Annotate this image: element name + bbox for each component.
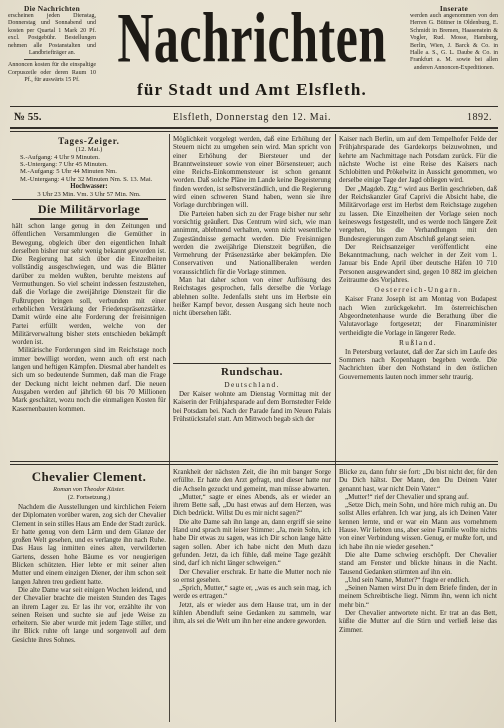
- novel-paragraph: „Und sein Name, Mutter?“ fragte er endlich.: [345, 575, 470, 584]
- dateline-top-rule: [10, 106, 498, 107]
- subscription-info-title: Die Nachrichten: [23, 4, 81, 13]
- article-paragraph: Militärische Forderungen sind im Reichstage noch immer bewilligt worden, wenn auch oft erst nach langen und heftigen Kämpfen. Diesmal aber handelt es sich um so bedeutende Summen, daß man die Frage der Deckung nicht leicht nehmen darf. Die neuen Ausgaben werden auf jährlich 60 bis 70 Millionen Mark geschätzt, wozu noch die einmaligen Kosten für Kasernenbauten kommen.: [12, 346, 166, 413]
- novel-paragraph: Nachdem die Ausstellungen und kirchlichen Feiern der Diplomaten vorüber waren, zog sich der Chevalier Clement in sein stilles Haus am Ende der Stadt zurück. Er hatte genug von dem Lärm und dem Glanze der großen Welt gesehen, und es verlangte ihn nach Ruhe. Das Haus lag inmitten eines alten, verwilderten Gartens, dessen hohe Bäume es vor neugierigen Blicken schützten. Hier lebte er mit seiner alten Mutter und einem einzigen Diener, der ihm schon seit langen Jahren treu gedient hatte.: [12, 503, 166, 586]
- newspaper-title: Nachrichten: [117, 0, 387, 78]
- leading-article-continuation: [173, 135, 331, 361]
- article-paragraph: Man hat daher schon von einer Auflösung des Reichstages gesprochen, falls derselbe die Vorlage ablehnen sollte. Jedenfalls steht uns im Herbste ein heißer Kampf bevor, dessen Ausgang sich heute noch nicht übersehen läßt.: [173, 276, 331, 318]
- sunset-line: S.-Untergang: 7 Uhr 45 Minuten.: [20, 161, 108, 168]
- serial-novel-column-1: [12, 503, 166, 722]
- info-box-divider: [24, 59, 80, 60]
- daily-almanac-box: [12, 136, 166, 198]
- serial-novel-column-2: [173, 468, 331, 722]
- daily-almanac-title: Tages-Zeiger.: [58, 136, 120, 146]
- advertising-agents-title: Inserate: [439, 4, 469, 13]
- feuilleton-divider-thin: [10, 464, 498, 465]
- news-review-section: [173, 366, 331, 459]
- news-paragraph: Kaiser nach Berlin, um auf dem Tempelhofer Felde der Frühjahrsparade des Gardekorps beizuwohnen, und kehrte am Nachmittage nach Potsdam zurück. Für die nächste Woche ist eine Reise des Kaisers nach Schlobitten und Prökelwitz in Aussicht genommen, wo derselbe einige Tage der Jagd obliegen wird.: [339, 135, 497, 185]
- advertising-agents-box: [410, 4, 498, 72]
- news-review-heading: Rundschau.: [221, 366, 283, 378]
- advertising-rates-text: Annoncen kosten für die einspaltige Corpuszeile oder deren Raum 10 Pf., für auswärts 15 Pf.: [8, 62, 96, 84]
- novel-paragraph: „Sprich, Mutter,“ sagte er, „was es auch sein mag, ich werde es ertragen.“: [173, 584, 331, 601]
- novel-paragraph: Der Chevalier antwortete nicht. Er trat an das Bett, küßte die Mutter auf die Stirn und verließ leise das Zimmer.: [339, 609, 497, 634]
- issue-year: 1892.: [467, 112, 492, 123]
- news-review-continuation: [339, 135, 497, 459]
- section-rule: [12, 199, 166, 200]
- novel-paragraph: „Seinen Namen wirst Du in dem Briefe finden, der in meinem Schreibtische liegt. Nimm ihn, wenn ich nicht mehr bin.“: [339, 584, 497, 609]
- leading-article-heading: Die Militärvorlage: [37, 202, 141, 216]
- article-paragraph: hält schon lange genug in den Zeitungen und öffentlichen Versammlungen die Gemüther in Bewegung, obgleich über den eigentlichen Inhalt derselben bisher nur sehr wenig bekannt geworden ist. Die Regierung hat sich über die Einzelheiten vollständig ausgeschwiegen, und was die Blätter darüber zu melden wußten, beruhte meistens auf Vermuthungen. So viel scheint indessen festzustehen, daß die Vorlage die zweijährige Dienstzeit für die Fußtruppen bringen soll, verbunden mit einer erheblichen Verstärkung der Friedenspräsenzstärke. Damit würde eine alte Forderung der freisinnigen Partei erfüllt werden, welche von der Militärverwaltung bisher stets entschieden bekämpft worden ist.: [12, 222, 166, 347]
- novel-paragraph: Die alte Dame sah ihn lange an, dann ergriff sie seine Hand und sprach mit leiser Stimme: „Ja, mein Sohn, ich habe Dir etwas zu sagen, was ich Dir schon lange hätte sagen sollen. Aber ich habe nicht den Muth dazu gefunden. Jetzt, da ich fühle, daß meine Tage gezählt sind, darf ich nicht länger schweigen.“: [173, 517, 331, 568]
- daily-almanac-date: (12. Mai.): [75, 146, 103, 153]
- novel-paragraph: Blicke zu, dann fuhr sie fort: „Du bist nicht der, für den Du Dich hältst. Der Mann, den Du Deinen Vater genannt hast, war nicht Dein Vater.“: [339, 468, 497, 493]
- section-rule: [173, 363, 331, 364]
- country-heading-germany: Deutschland.: [224, 380, 280, 389]
- serial-novel-installment: (2. Fortsetzung.): [67, 494, 111, 501]
- country-heading-austria: Oesterreich-Ungarn.: [374, 285, 462, 295]
- article-paragraph: Möglichkeit vorgelegt werden, daß eine Erhöhung der Steuern nicht zu umgehen sein wird. Man spricht von einer Erhöhung der Biersteuer und der Branntweinsteuer sowie von einer Börsensteuer; auch eine Reichs-Einkommensteuer ist schon genannt worden. Daß solche Pläne im Lande keine Begeisterung finden werden, ist selbstverständlich, und die Regierung wird einen schweren Stand haben, wenn sie ihre Vorlage durchbringen will.: [173, 135, 331, 210]
- moonrise-line: M.-Aufgang: 5 Uhr 44 Minuten Nm.: [20, 168, 117, 176]
- moonset-line: M.-Untergang: 4 Uhr 32 Minuten Nm. S. 13. Mai.: [20, 175, 153, 183]
- news-paragraph: In Petersburg verlautet, daß der Zar sich im Laufe des Sommers nach Kopenhagen begeben werde. Die Nachrichten über den Nothstand in den östlichen Gouvernements lauten noch immer sehr traurig.: [339, 347, 497, 381]
- news-paragraph: Der Reichsanzeiger veröffentlicht eine Bekanntmachung, nach welcher in der Zeit vom 1. Januar bis Ende April über deutsche Häfen 10 710 Personen ausgewandert sind, gegen 10 882 im gleichen Zeitraume des Vorjahres.: [339, 242, 497, 285]
- section-rule: [30, 218, 148, 220]
- subscription-info-text: erscheinen jeden Dienstag, Donnerstag und Sonnabend und kosten per Quartal 1 Mark 20 Pf. excl. Postgebühr. Bestellungen nehmen alle Postanstalten und Landbriefträger an.: [8, 13, 96, 57]
- article-paragraph: Die Parteien haben sich zu der Frage bisher nur sehr vorsichtig geäußert. Das Centrum wird sich, wie man annimmt, ablehnend verhalten, wenn nicht wesentliche Zugeständnisse gemacht werden. Die Freisinnigen werden die zweijährige Dienstzeit begrüßen, die Vermehrung der Präsenzstärke aber bekämpfen. Die Conservativen und Nationalliberalen werden voraussichtlich für die Vorlage stimmen.: [173, 209, 331, 276]
- novel-paragraph: „Setze Dich, mein Sohn, und höre mich ruhig an. Du sollst Alles erfahren. Ich war jung, als ich Deinen Vater kennen lernte, und er war ein Mann aus vornehmem Hause. Wir liebten uns, aber seine Familie wollte nichts von einer Verbindung wissen. Genug, er mußte fort, und ich habe ihn nie wieder gesehen.“: [339, 501, 497, 551]
- dateline-bottom-rule: [10, 127, 498, 129]
- novel-paragraph: Der Chevalier erschrak. Er hatte die Mutter noch nie so ernst gesehen.: [173, 567, 331, 584]
- country-heading-russia: Rußland.: [398, 337, 438, 347]
- news-paragraph: Der Kaiser wohnte am Dienstag Vormittag mit der Kaiserin der Frühjahrsparade auf dem Bornstedter Felde bei Potsdam bei. Nach der Parade fand im Neuen Palais Frühstückstafel statt. Am Mittwoch begab sich der: [173, 390, 331, 423]
- serial-novel-column-3: [339, 468, 497, 722]
- novel-paragraph: Jetzt, als er wieder aus dem Hause trat, um in der kühlen Abendluft seine Gedanken zu sammeln, war ihm, als sei die Welt um ihn her eine andere geworden.: [173, 600, 331, 626]
- novel-paragraph: Die alte Dame schwieg erschöpft. Der Chevalier stand am Fenster und blickte hinaus in die Nacht. Tausend Gedanken stürmten auf ihn ein.: [339, 550, 497, 576]
- issue-place-date: Elsfleth, Donnerstag den 12. Mai.: [172, 112, 332, 123]
- advertising-agents-text: werden auch angenommen von den Herren G. Büttner in Oldenburg, E. Schmidt in Bremen, Haasenstein & Vogler, Rud. Mosse, Hamburg, Berlin, Wien, J. Barck & Co. in Halle a. S., G. L. Daube & Co. in Frankfurt a. M. sowie bei allen anderen Annoncen-Expeditionen.: [410, 13, 498, 71]
- news-paragraph: Der „Magdeb. Ztg.“ wird aus Berlin geschrieben, daß der Reichskanzler Graf Caprivi die Absicht habe, die Militärvorlage erst im Herbst dem Reichstage zugehen zu lassen. Die Einzelheiten der Vorlage seien noch keineswegs festgestellt, und es werde noch längere Zeit vergehen, bis die Verhandlungen mit den Bundesregierungen zum Abschluß gelangt seien.: [339, 184, 497, 243]
- leading-article-body: [12, 222, 166, 459]
- news-paragraph: Kaiser Franz Joseph ist am Montag von Budapest nach Wien zurückgekehrt. Im österreichischen Abgeordnetenhause wurde die Berathung über die Valutavorlage fortgesetzt; der Finanzminister vertheidigte die Vorlage in längerer Rede.: [339, 295, 497, 337]
- serial-novel-title: Chevalier Clement.: [31, 469, 147, 484]
- dateline-bottom-rule-thin: [10, 131, 498, 132]
- novel-paragraph: Die alte Dame war seit einigen Wochen leidend, und der Chevalier brachte die meisten Stunden des Tages an ihrem Lager zu. Er las ihr vor, erzählte ihr von seinen Reisen und suchte sie auf jede Weise zu erheitern. Sie aber wurde mit jedem Tage stiller, und ihr Blick ruhte oft lange und sorgenvoll auf dem Gesichte ihres Sohnes.: [12, 585, 166, 644]
- subscription-info-box: [8, 4, 96, 85]
- novel-paragraph: „Mutter!“ rief der Chevalier und sprang auf.: [345, 492, 469, 501]
- newspaper-subtitle: für Stadt und Amt Elsfleth.: [137, 80, 367, 99]
- column-divider: [335, 134, 336, 722]
- novel-paragraph: Krankheit der nächsten Zeit, die ihn mit banger Sorge erfüllte. Er hatte den Arzt gefragt, und dieser hatte nur die Achseln gezuckt und gemeint, man müsse abwarten.: [173, 468, 331, 493]
- feuilleton-divider: [10, 461, 498, 462]
- high-water-times: 3 Uhr 23 Min. Vm. 3 Uhr 57 Min. Nm.: [37, 190, 141, 198]
- issue-number: № 55.: [14, 111, 42, 123]
- novel-paragraph: „Mutter,“ sagte er eines Abends, als er wieder an ihrem Bette saß, „Du hast etwas auf dem Herzen, was Dich bedrückt. Willst Du es mir nicht sagen?“: [173, 492, 331, 518]
- column-divider: [169, 134, 170, 722]
- high-water-label: Hochwasser:: [70, 183, 108, 191]
- sunrise-line: S.-Aufgang: 4 Uhr 9 Minuten.: [20, 153, 100, 161]
- serial-novel-author: Roman von Theodor Küster.: [53, 486, 125, 493]
